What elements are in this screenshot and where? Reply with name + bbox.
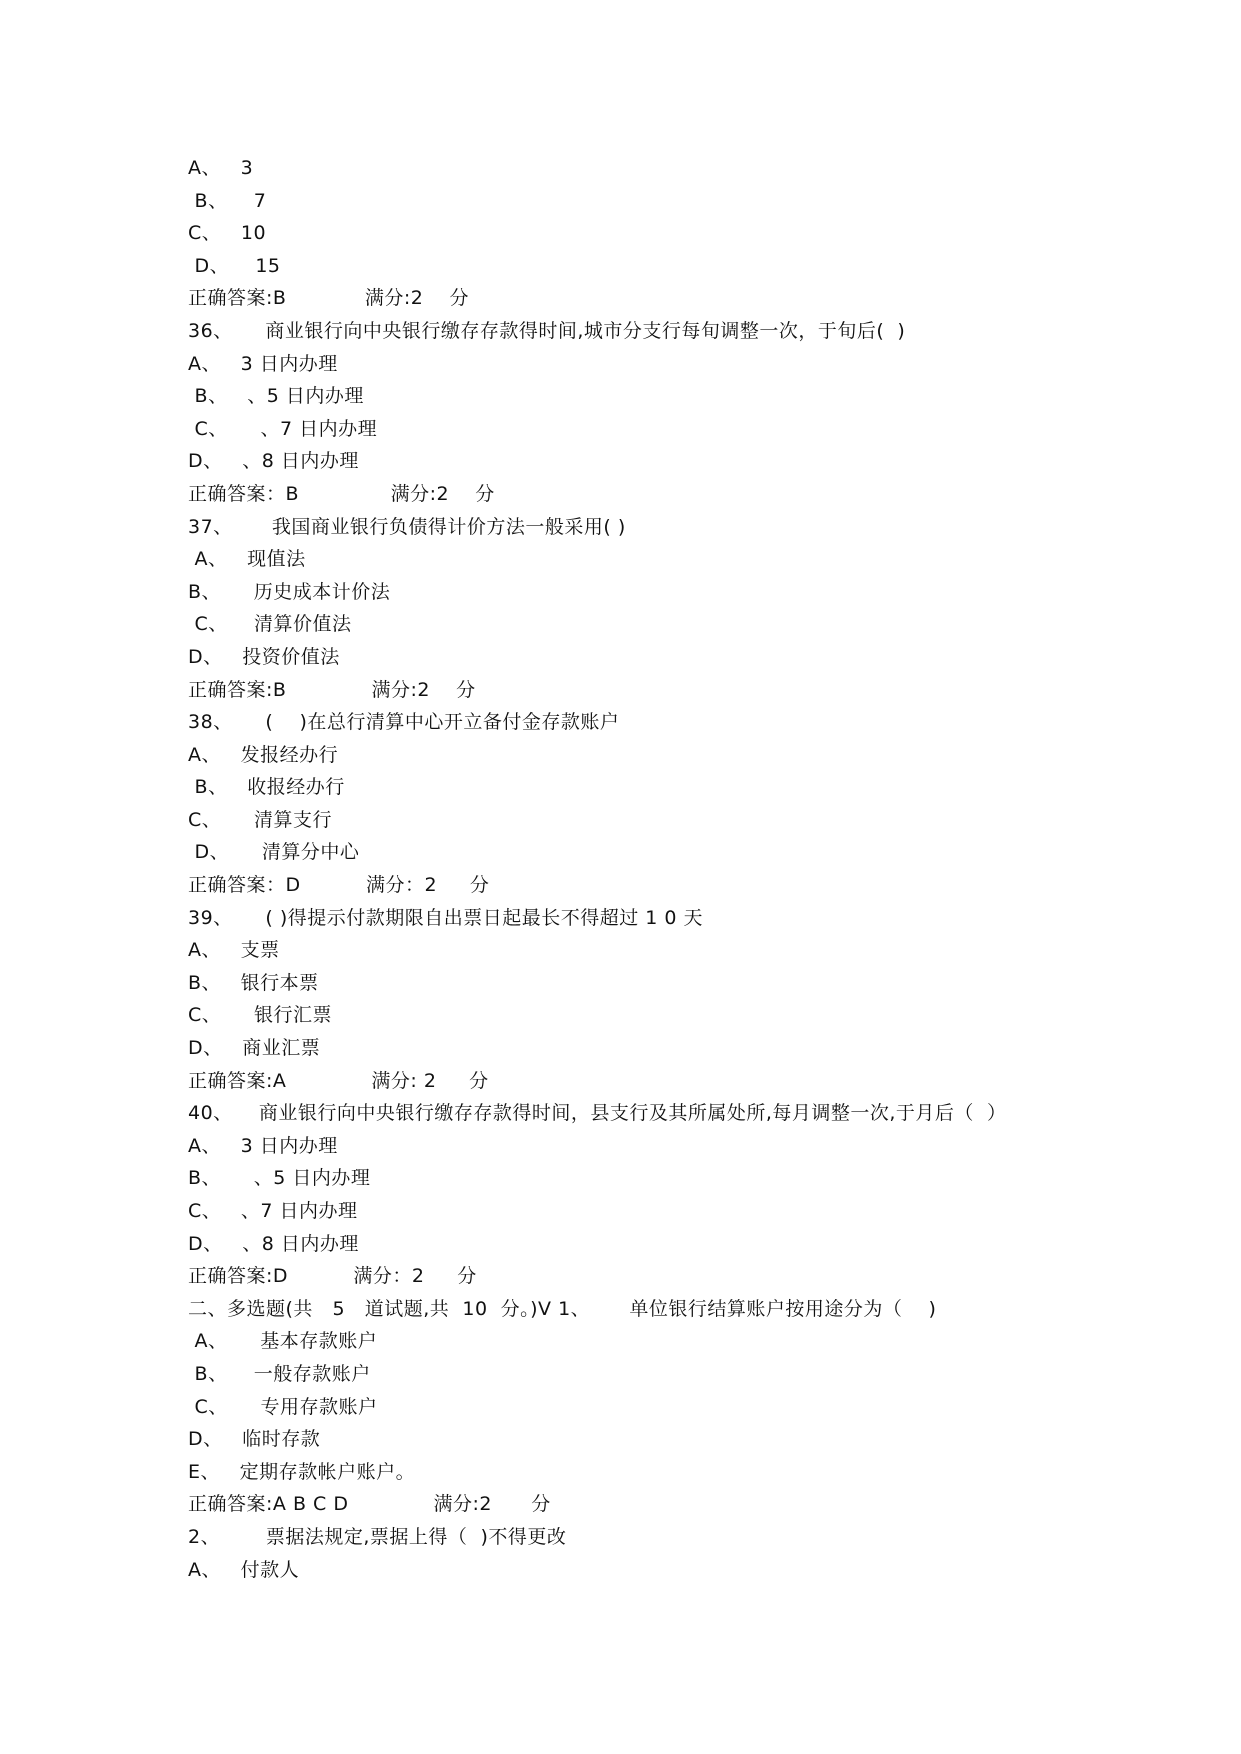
question-2: 2、 票据法规定,票据上得（ )不得更改 <box>188 1525 567 1548</box>
option-c: C、 、7 日内办理 <box>188 417 378 440</box>
option-d: D、 15 <box>188 254 281 277</box>
question-40: 40、 商业银行向中央银行缴存存款得时间，县支行及其所属处所,每月调整一次,于月后（ ） <box>188 1102 1007 1125</box>
option-b: B、 历史成本计价法 <box>188 580 391 603</box>
option-c: C、 清算支行 <box>188 808 332 831</box>
option-d: D、 、8 日内办理 <box>188 450 359 473</box>
option-a: A、 3 日内办理 <box>188 1134 338 1157</box>
option-d: D、 清算分中心 <box>188 841 360 864</box>
option-a: A、 3 <box>188 157 254 179</box>
option-a: A、 现值法 <box>188 548 306 571</box>
option-d: D、 、8 日内办理 <box>188 1232 359 1255</box>
option-c: C、 银行汇票 <box>188 1004 332 1027</box>
section-heading-multiple-choice: 二、多选题(共 5 道试题,共 10 分。)V 1、 单位银行结算账户按用途分为（ ) <box>188 1297 937 1320</box>
question-38: 38、 ( )在总行清算中心开立备付金存款账户 <box>188 711 620 734</box>
answer-line: 正确答案:D 满分：2 分 <box>188 1265 477 1288</box>
option-a: A、 支票 <box>188 939 280 962</box>
option-d: D、 临时存款 <box>188 1428 321 1451</box>
option-a: A、 3 日内办理 <box>188 352 338 375</box>
question-36: 36、 商业银行向中央银行缴存存款得时间,城市分支行每旬调整一次，于旬后( ) <box>188 319 906 342</box>
question-39: 39、 ( )得提示付款期限自出票日起最长不得超过 1 0 天 <box>188 906 704 929</box>
option-a: A、 付款人 <box>188 1558 300 1581</box>
option-b: B、 银行本票 <box>188 971 319 994</box>
option-c: C、 、7 日内办理 <box>188 1200 358 1222</box>
option-a: A、 基本存款账户 <box>188 1330 378 1353</box>
option-b: B、 收报经办行 <box>188 776 345 799</box>
document-content <box>188 152 1188 1586</box>
option-b: B、 、5 日内办理 <box>188 385 364 408</box>
answer-line: 正确答案:A B C D 满分:2 分 <box>188 1493 551 1516</box>
option-c: C、 专用存款账户 <box>188 1395 378 1418</box>
option-a: A、 发报经办行 <box>188 743 339 766</box>
question-37: 37、 我国商业银行负债得计价方法一般采用( ) <box>188 515 626 538</box>
option-c: C、 清算价值法 <box>188 613 352 636</box>
option-d: D、 商业汇票 <box>188 1037 321 1060</box>
option-d: D、 投资价值法 <box>188 645 340 668</box>
option-b: B、 7 <box>188 189 267 212</box>
option-e: E、 定期存款帐户账户。 <box>188 1460 416 1483</box>
answer-line: 正确答案:A 满分: 2 分 <box>188 1069 489 1092</box>
answer-line: 正确答案:B 满分:2 分 <box>188 678 476 701</box>
answer-line: 正确答案:B 满分:2 分 <box>188 287 470 310</box>
answer-line: 正确答案：D 满分：2 分 <box>188 874 490 897</box>
option-b: B、 、5 日内办理 <box>188 1167 371 1190</box>
option-c: C、 10 <box>188 222 267 245</box>
answer-line: 正确答案：B 满分:2 分 <box>188 482 495 505</box>
option-b: B、 一般存款账户 <box>188 1362 371 1385</box>
